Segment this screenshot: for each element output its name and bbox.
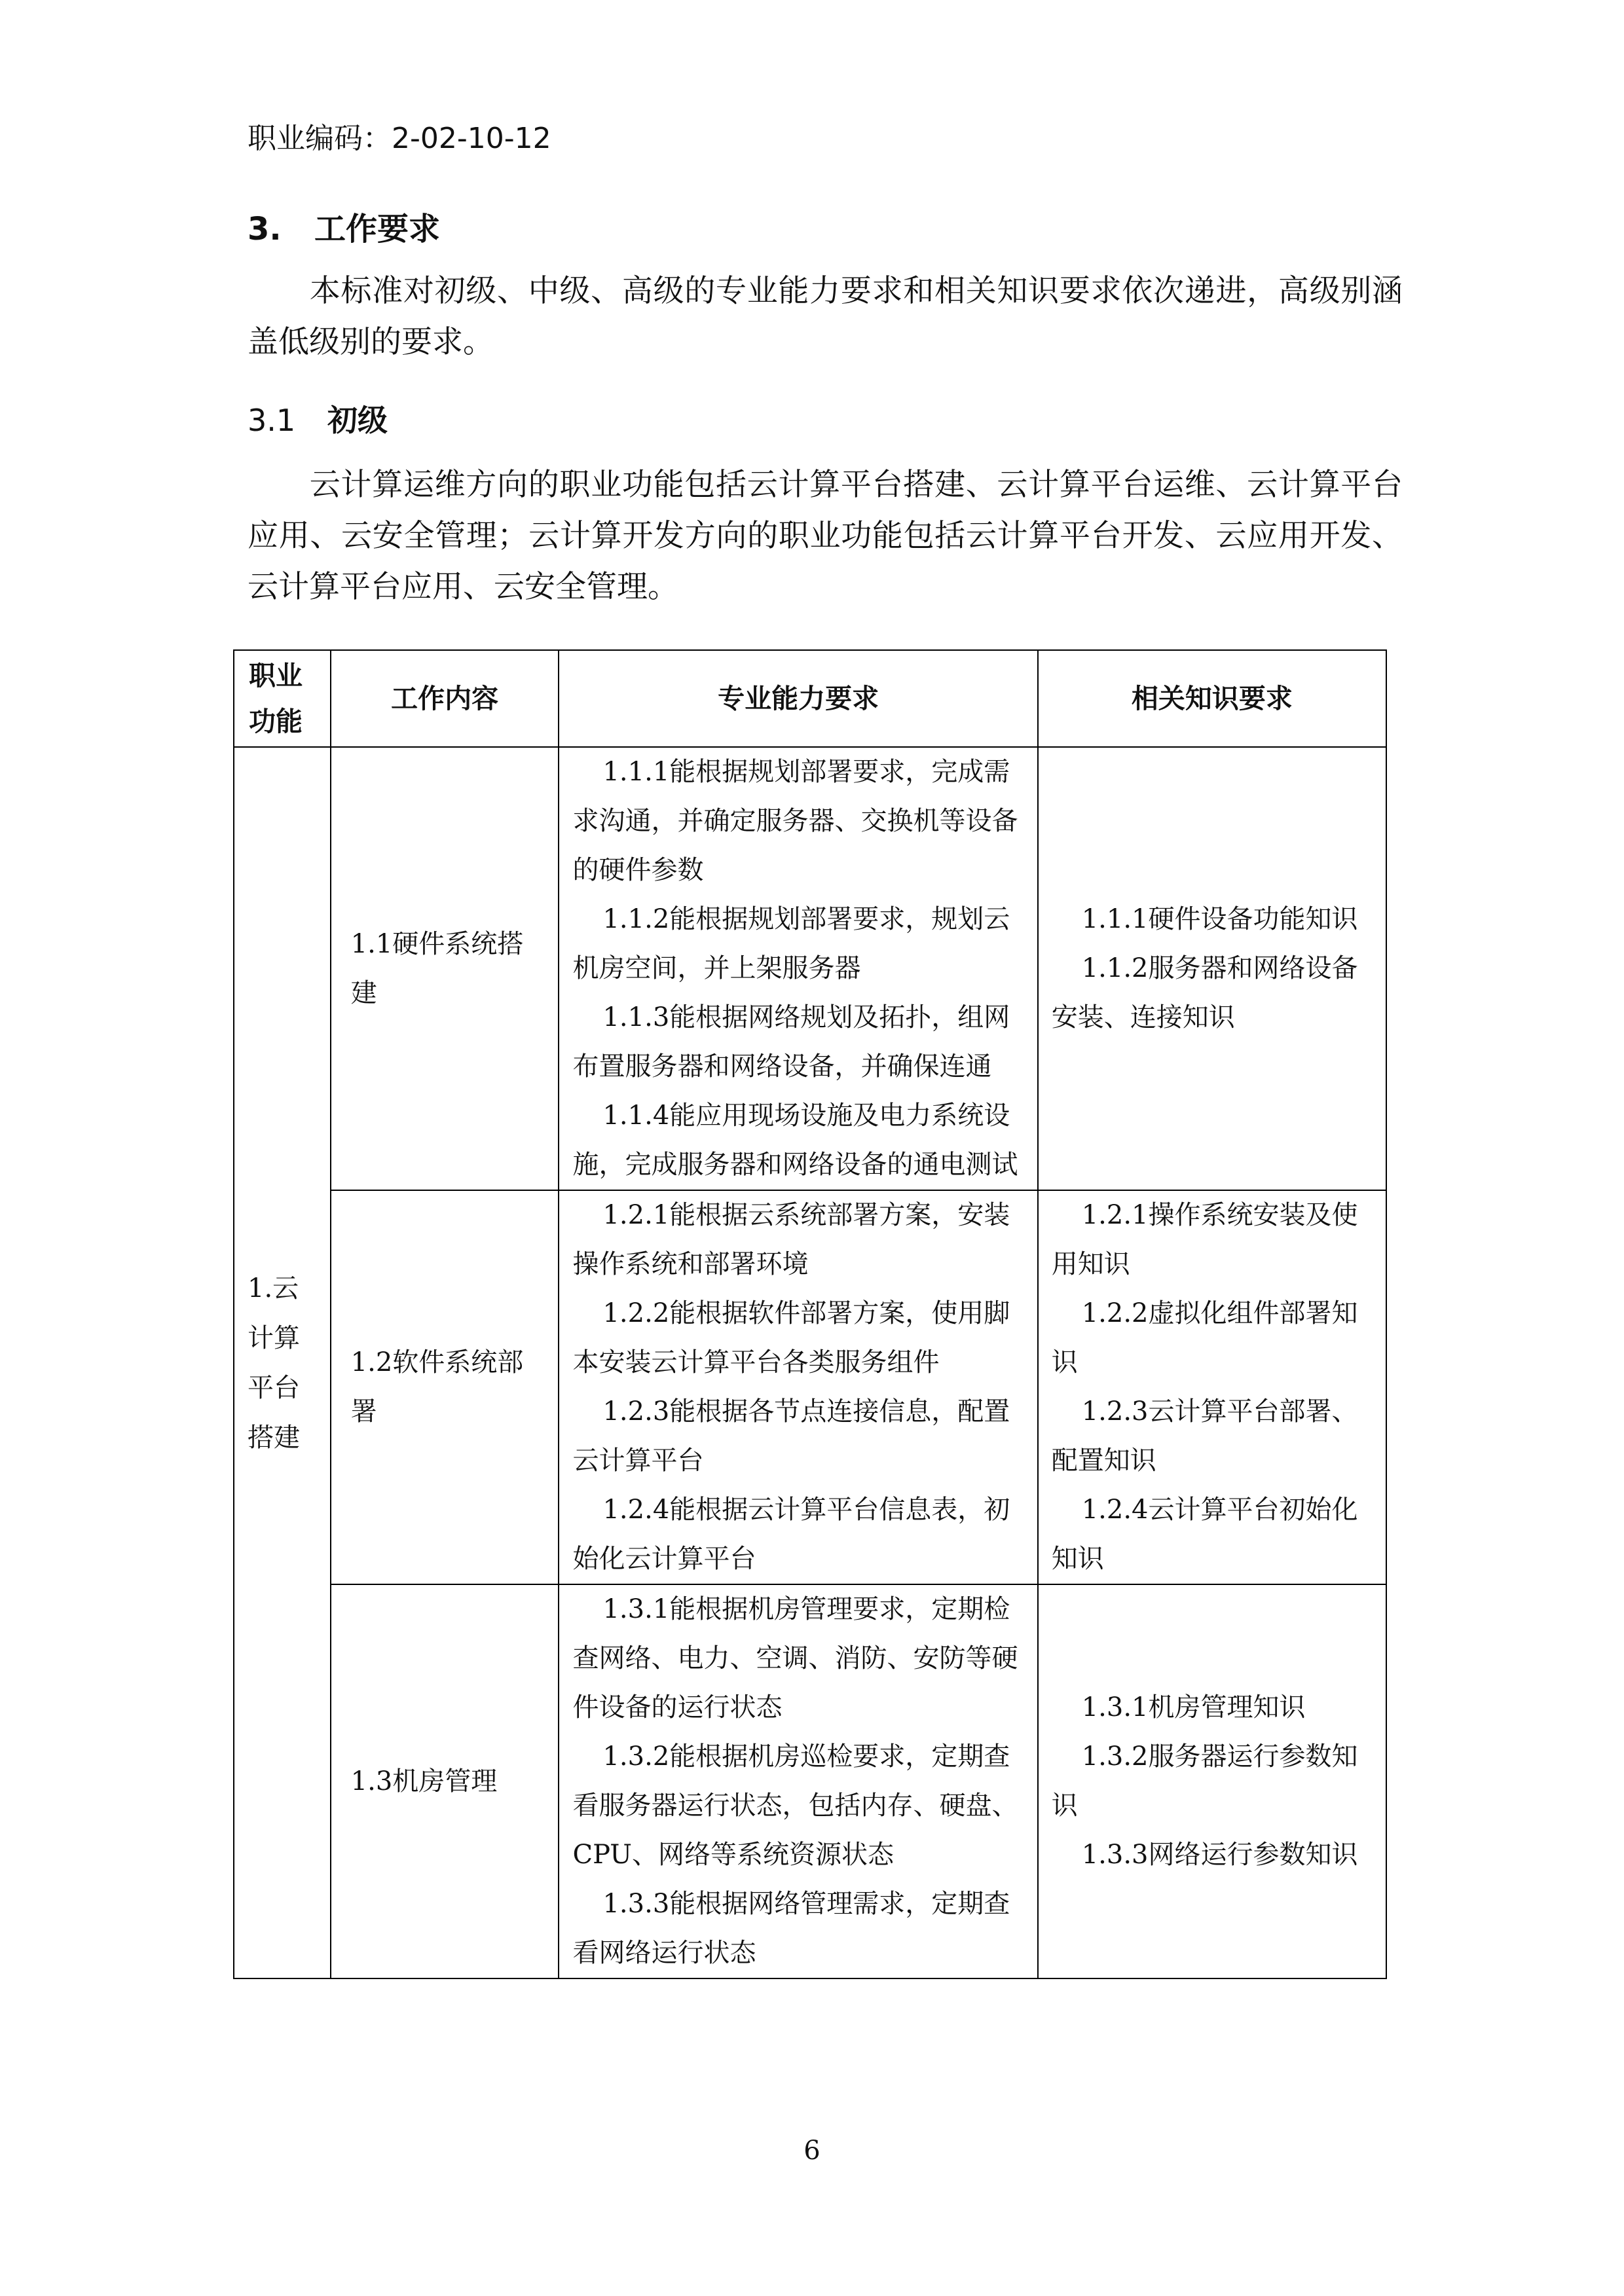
section-3-title: 工作要求 [314, 211, 441, 247]
section-3-1-paragraph [248, 460, 1403, 613]
knowledge-item: 1.2.2虚拟化组件部署知识 [1051, 1298, 1358, 1377]
section-3-1-title: 初级 [327, 403, 388, 438]
skill-item: 1.1.4能应用现场设施及电力系统设施，完成服务器和网络设备的通电测试 [572, 1101, 1018, 1180]
knowledge-item: 1.2.3云计算平台部署、配置知识 [1051, 1396, 1358, 1476]
skill-item: 1.2.3能根据各节点连接信息，配置云计算平台 [572, 1396, 1010, 1476]
knowledge-cell [1038, 747, 1386, 1190]
section-3-paragraph [248, 266, 1403, 368]
section-3-1-heading [248, 399, 388, 441]
section-3-heading [248, 208, 440, 250]
work-content-cell: 1.2软件系统部署 [331, 1190, 559, 1584]
function-cell: 1.云计算平台搭建 [234, 747, 331, 1978]
knowledge-item: 1.3.3网络运行参数知识 [1081, 1840, 1358, 1870]
table-body [234, 747, 1386, 1978]
skill-item: 1.3.2能根据机房巡检要求，定期查看服务器运行状态，包括内存、硬盘、CPU、网络等系统资源状态 [572, 1741, 1018, 1870]
table-row [234, 747, 1386, 1190]
skills-cell [559, 1584, 1037, 1978]
skill-item: 1.2.4能根据云计算平台信息表，初始化云计算平台 [572, 1495, 1010, 1574]
section-3-1-paragraph-text: 云计算运维方向的职业功能包括云计算平台搭建、云计算平台运维、云计算平台应用、云安全管理；云计算开发方向的职业功能包括云计算平台开发、云应用开发、云计算平台应用、云安全管理。 [248, 467, 1403, 605]
section-3-paragraph-text: 本标准对初级、中级、高级的专业能力要求和相关知识要求依次递进，高级别涵盖低级别的要求。 [248, 273, 1403, 360]
table-row [234, 1190, 1386, 1584]
skill-item: 1.3.3能根据网络管理需求，定期查看网络运行状态 [572, 1889, 1010, 1968]
header-skills: 专业能力要求 [559, 650, 1037, 747]
skill-item: 1.1.2能根据规划部署要求，规划云机房空间，并上架服务器 [572, 904, 1010, 983]
work-content-cell: 1.3机房管理 [331, 1584, 559, 1978]
knowledge-cell [1038, 1190, 1386, 1584]
requirements-table [233, 649, 1387, 1979]
page-number: 6 [803, 2136, 821, 2166]
skill-item: 1.2.2能根据软件部署方案，使用脚本安装云计算平台各类服务组件 [572, 1298, 1010, 1377]
table-row [234, 1584, 1386, 1978]
table-header-row [234, 650, 1386, 747]
knowledge-cell [1038, 1584, 1386, 1978]
skill-item: 1.1.3能根据网络规划及拓扑，组网布置服务器和网络设备，并确保连通 [572, 1002, 1010, 1082]
knowledge-item: 1.1.1硬件设备功能知识 [1081, 904, 1358, 934]
skill-item: 1.3.1能根据机房管理要求，定期检查网络、电力、空调、消防、安防等硬件设备的运行状态 [572, 1594, 1018, 1722]
header-function: 职业功能 [234, 650, 331, 747]
occupation-code: 职业编码：2-02-10-12 [248, 122, 551, 155]
header-knowledge: 相关知识要求 [1038, 650, 1386, 747]
knowledge-item: 1.3.1机房管理知识 [1081, 1692, 1306, 1722]
skill-item: 1.2.1能根据云系统部署方案，安装操作系统和部署环境 [572, 1200, 1010, 1279]
knowledge-item: 1.2.4云计算平台初始化知识 [1051, 1495, 1358, 1574]
knowledge-item: 1.3.2服务器运行参数知识 [1051, 1741, 1358, 1821]
skill-item: 1.1.1能根据规划部署要求，完成需求沟通，并确定服务器、交换机等设备的硬件参数 [572, 757, 1018, 885]
skills-cell [559, 747, 1037, 1190]
knowledge-item: 1.2.1操作系统安装及使用知识 [1051, 1200, 1358, 1279]
work-content-cell: 1.1硬件系统搭建 [331, 747, 559, 1190]
knowledge-item: 1.1.2服务器和网络设备安装、连接知识 [1051, 953, 1358, 1032]
section-3-number: 3. [248, 211, 282, 247]
section-3-1-number: 3.1 [248, 403, 296, 438]
header-content: 工作内容 [331, 650, 559, 747]
skills-cell [559, 1190, 1037, 1584]
